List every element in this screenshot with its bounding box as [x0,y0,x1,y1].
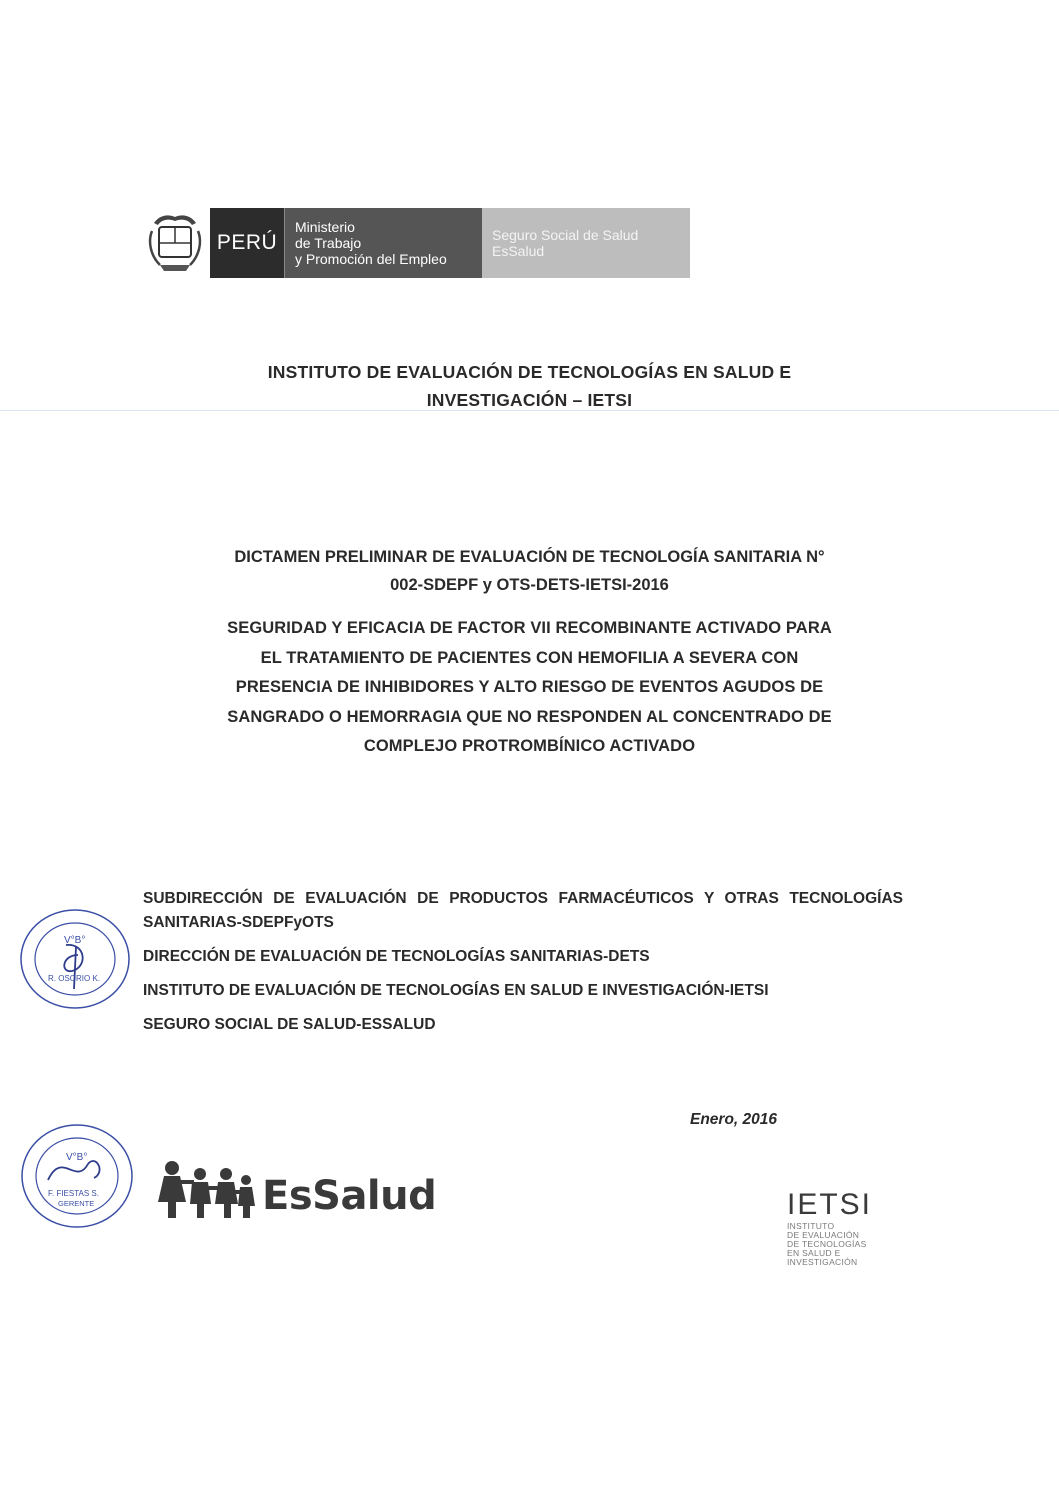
divider [0,410,1059,411]
entity-label [482,208,690,278]
stamp-label: V°B° [64,935,86,946]
ietsi-subtitle-line: EN SALUD E [787,1248,841,1258]
ietsi-subtitle-line: DE TECNOLOGÍAS [787,1239,867,1249]
organization-item: SUBDIRECCIÓN DE EVALUACIÓN DE PRODUCTOS FARMACÉUTICOS Y OTRAS TECNOLOGÍAS SANITARIAS-SDEPFyOTS [143,890,903,931]
organization-list [143,887,903,1047]
ministry-line: de Trabajo [295,235,362,251]
topic-line: EL TRATAMIENTO DE PACIENTES CON HEMOFILIA A SEVERA CON [260,648,799,667]
topic-line: COMPLEJO PROTROMBÍNICO ACTIVADO [363,737,696,755]
approval-stamp-1 [16,905,134,1013]
family-icon [156,1158,256,1220]
essalud-logo [156,1158,436,1220]
peru-label: PERÚ [210,208,284,278]
ministry-line: Ministerio [295,219,355,235]
coat-of-arms-icon [146,211,204,275]
stamp-name: R. OSORIO K. [48,974,101,983]
government-banner [146,208,690,278]
approval-stamp-2 [18,1120,136,1232]
stamp-name: F. FIESTAS S. [48,1189,99,1198]
dictamen-line: 002-SDEPF y OTS-DETS-IETSI-2016 [390,576,669,594]
topic-line: PRESENCIA DE INHIBIDORES Y ALTO RIESGO DE EVENTOS AGUDOS DE [235,678,824,696]
ietsi-logo [787,1190,872,1267]
entity-line: Seguro Social de Salud [492,227,639,243]
ietsi-subtitle-line: INVESTIGACIÓN [787,1257,858,1267]
document-date: Enero, 2016 [690,1111,778,1128]
ietsi-wordmark: IETSI [787,1188,873,1221]
institute-title-line: INSTITUTO DE EVALUACIÓN DE TECNOLOGÍAS EN SALUD E [267,362,792,382]
dictamen-line: DICTAMEN PRELIMINAR DE EVALUACIÓN DE TECNOLOGÍA SANITARIA N° [234,548,825,566]
organization-item: DIRECCIÓN DE EVALUACIÓN DE TECNOLOGÍAS SANITARIAS-DETS [143,948,650,965]
ministry-label [284,208,482,278]
dictamen-title [0,543,1059,599]
ministry-line: y Promoción del Empleo [295,251,447,267]
essalud-wordmark: EsSalud [262,1173,437,1219]
stamp-role: GERENTE [58,1199,95,1208]
topic-line: SANGRADO O HEMORRAGIA QUE NO RESPONDEN AL CONCENTRADO DE [227,707,832,726]
topic-title [0,614,1059,762]
topic-line: SEGURIDAD Y EFICACIA DE FACTOR VII RECOMBINANTE ACTIVADO PARA [227,619,832,637]
ietsi-subtitle-line: DE EVALUACIÓN [787,1230,860,1240]
institute-title [0,358,1059,414]
institute-title-line: INVESTIGACIÓN – IETSI [426,390,633,410]
ietsi-subtitle-line: INSTITUTO [787,1221,835,1231]
organization-item: SEGURO SOCIAL DE SALUD-ESSALUD [143,1016,436,1033]
stamp-label: V°B° [66,1152,88,1163]
entity-line: EsSalud [492,243,545,259]
organization-item: INSTITUTO DE EVALUACIÓN DE TECNOLOGÍAS EN SALUD E INVESTIGACIÓN-IETSI [143,982,769,999]
ietsi-subtitle [787,1222,872,1267]
